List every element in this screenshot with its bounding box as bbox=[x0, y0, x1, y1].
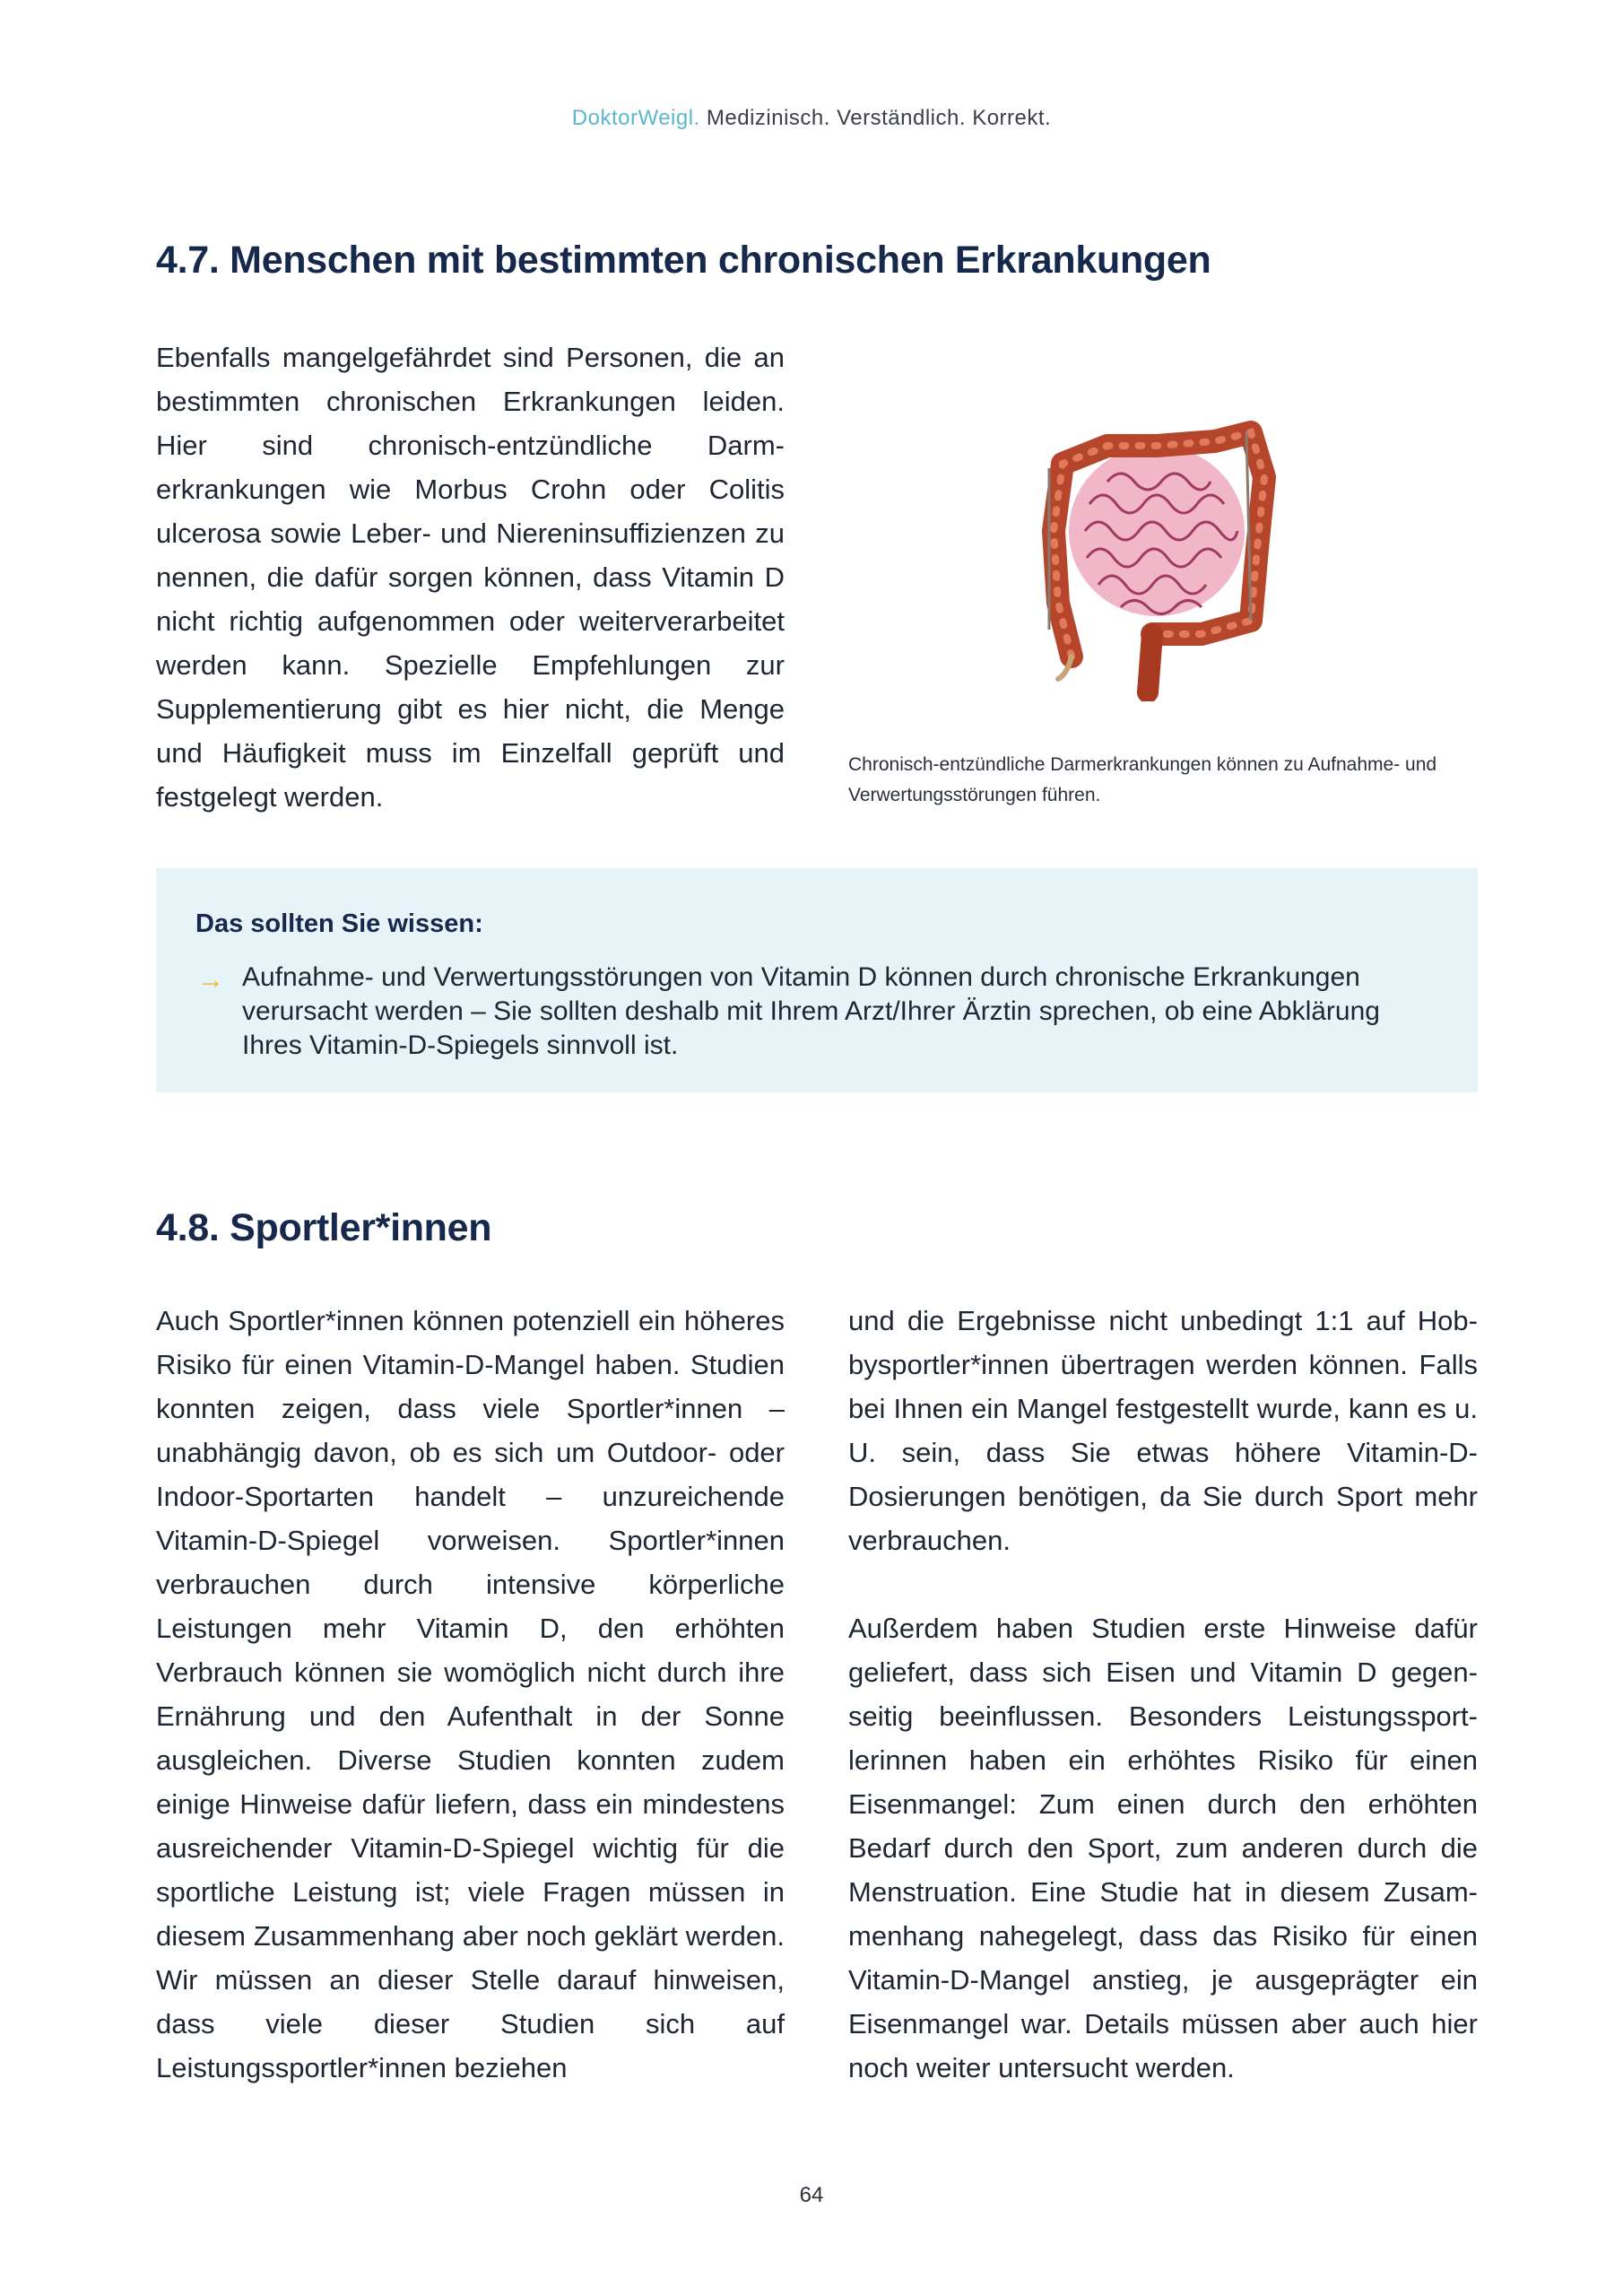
colon-illustration-icon bbox=[1022, 396, 1282, 701]
paragraph-text: Auch Sportler*innen können potenziell ein höheres Risiko für einen Vitamin-D-Mangel haben. Studien konnten zeigen, dass viele Sportler*innen – unabhängig davon, ob es sich um Outdoor- oder Indoor-Sportarten handelt – unzureichende Vitamin-D-Spiegel vorweisen. Sportler*innen verbrauchen durch intensive körperliche Leistungen mehr Vitamin D, den erhöhten Verbrauch können sie womöglich nicht durch ihre Ernährung und den Aufenthalt in der Sonne ausgleichen. Diverse Studien konnten zudem einige Hinweise dafür liefern, dass ein mindestens ausreichender Vitamin-D-Spiegel wichtig für die sportliche Leistung ist; viele Fragen müssen in diesem Zusammenhang aber noch geklärt werden. Wir müssen an dieser Stelle darauf hinweisen, dass viele dieser Studien sich auf Leistungssportler*innen beziehen bbox=[156, 1305, 785, 2083]
info-box bbox=[156, 868, 1478, 1092]
page-header bbox=[0, 106, 1623, 131]
section-4-8-column-2 bbox=[848, 1299, 1478, 2090]
section-4-7-paragraph bbox=[156, 335, 785, 819]
info-box-text: Aufnahme- und Verwertungsstörungen von Vitamin D können durch chronische Erkrankungen verursacht werden – Sie sollten deshalb mit Ihrem Arzt/Ihrer Ärztin sprechen, ob eine Abklärung Ihres Vitamin-D-Spiegels sinnvoll ist. bbox=[242, 962, 1380, 1060]
brand-tagline: Medizinisch. Verständlich. Korrekt. bbox=[706, 106, 1052, 130]
info-box-title: Das sollten Sie wissen: bbox=[195, 909, 483, 938]
page-number: 64 bbox=[799, 2183, 824, 2207]
paragraph-text: Außerdem haben Studien erste Hinweise dafür geliefert, dass sich Eisen und Vitamin D gegenseitig beeinflussen. Besonders Leistungssportlerinnen haben ein erhöhtes Risiko für einen Eisenmangel: Zum einen durch den erhöhten Bedarf durch den Sport, zum anderen durch die Menstruation. Eine Studie hat in diesem Zusammenhang nahegelegt, dass das Risiko für einen Vitamin-D-Mangel anstieg, je ausgeprägter ein Eisenmangel war. Details müssen aber auch hier noch weiter untersucht werden. bbox=[848, 1613, 1478, 2083]
paragraph-text: und die Ergebnisse nicht unbedingt 1:1 auf Hobbysportler*innen übertragen werden können. Falls bei Ihnen ein Mangel festgestellt wurde, kann es u. U. sein, dass Sie etwas höhere Vitamin-D-Dosierungen benötigen, da Sie durch Sport mehr verbrauchen. bbox=[848, 1305, 1478, 1556]
arrow-right-icon: → bbox=[197, 965, 224, 995]
section-4-8-column-1 bbox=[156, 1299, 785, 2090]
section-heading-4-8: 4.8. Sportler*innen bbox=[156, 1206, 492, 1249]
paragraph-text: Ebenfalls mangelgefährdet sind Personen, die an bestimmten chronischen Erkrankungen leiden. Hier sind chronisch-entzündliche Darmerkrankungen wie Morbus Crohn oder Colitis ulcerosa sowie Leber- und Niereninsuffizienzen zu nennen, die dafür sorgen können, dass Vitamin D nicht richtig aufgenommen oder weiterverarbeitet werden kann. Spezielle Empfehlungen zur Supplementierung gibt es hier nicht, die Menge und Häufigkeit muss im Einzelfall geprüft und festgelegt werden. bbox=[156, 342, 785, 813]
brand-name: DoktorWeigl. bbox=[571, 106, 700, 130]
figure-caption: Chronisch-entzündliche Darmerkrankungen können zu Aufnahme- und Verwertungsstörungen führen. bbox=[848, 754, 1437, 805]
section-heading-4-7: 4.7. Menschen mit bestimmten chronischen Erkrankungen bbox=[156, 239, 1211, 282]
